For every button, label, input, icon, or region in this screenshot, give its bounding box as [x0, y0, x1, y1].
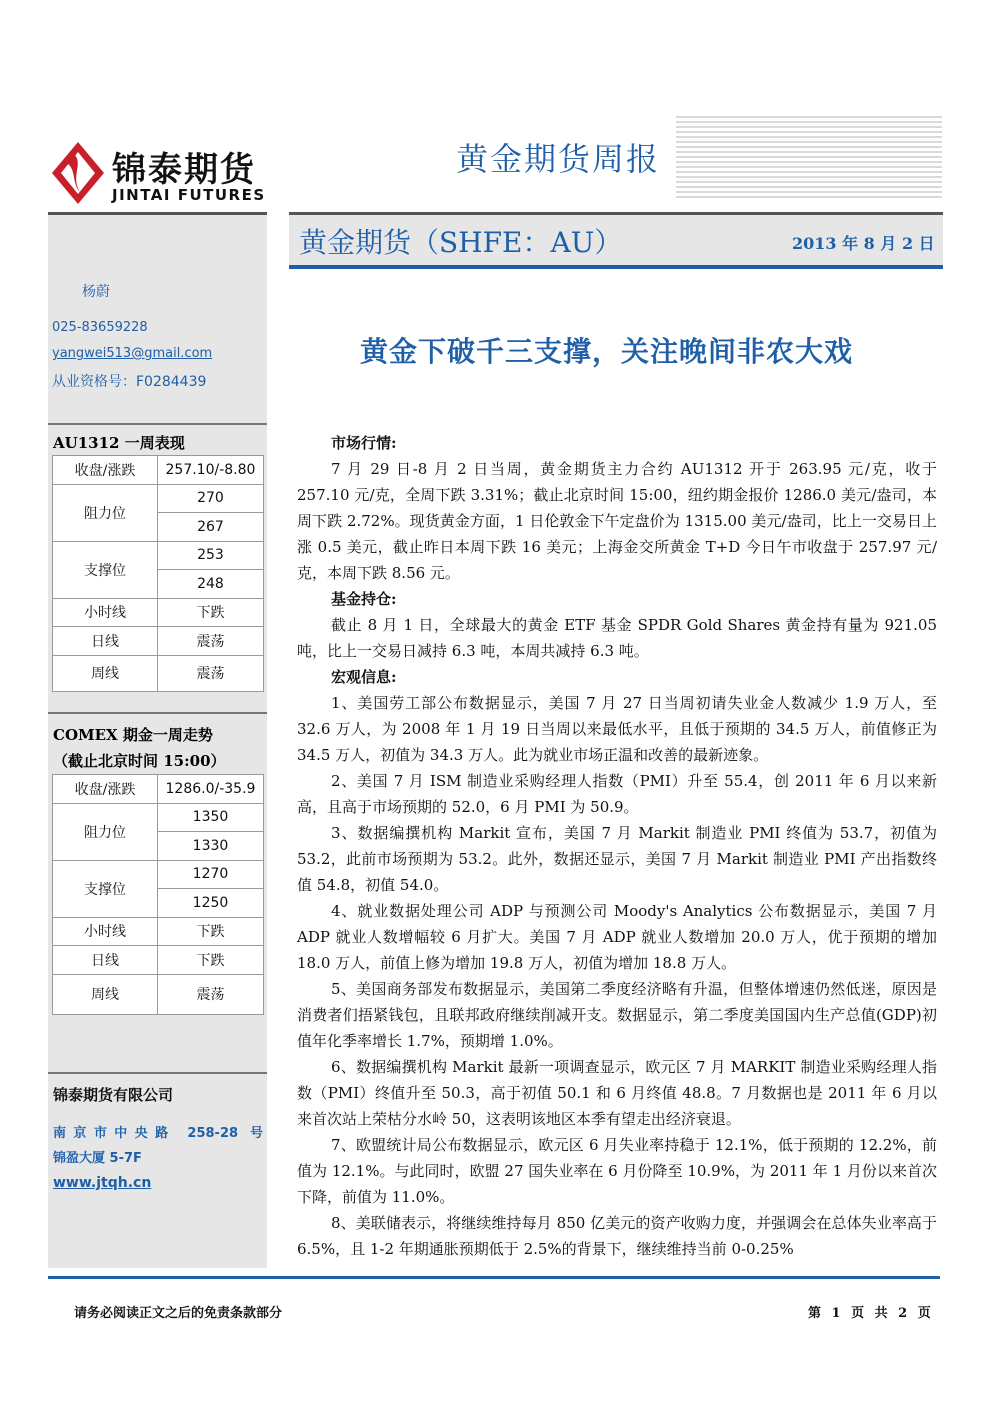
sidebar-divider	[48, 712, 267, 714]
report-subject: 黄金期货（SHFE：AU）	[299, 226, 623, 259]
comex-subheading: （截止北京时间 15:00）	[53, 752, 226, 770]
daily-label: 日线	[53, 946, 158, 975]
hourly-label: 小时线	[53, 917, 158, 946]
resistance-value: 270	[157, 484, 263, 513]
support-value: 253	[157, 541, 263, 570]
weekly-label: 周线	[53, 655, 158, 691]
macro-item: 6、数据编撰机构 Markit 最新一项调查显示，欧元区 7 月 MARKIT 制造业采购经理人指数（PMI）终值升至 50.3，高于初值 50.1 和 6 月终值 48.8。7 月数据也是 2011 年 6 月以来首次站上荣枯分水岭 50，这表明该地区本季有望走出经济衰退。	[297, 1058, 937, 1128]
table-row	[53, 917, 264, 946]
close-label: 收盘/涨跌	[53, 775, 158, 804]
resistance-label: 阻力位	[53, 803, 158, 860]
sidebar-divider	[48, 423, 267, 425]
article-headline: 黄金下破千三支撑，关注晚间非农大戏	[360, 335, 854, 368]
close-value: 1286.0/-35.9	[157, 775, 263, 804]
resistance-value: 1330	[157, 832, 263, 861]
author-name: 杨蔚	[82, 284, 110, 300]
header-stripes	[676, 116, 942, 198]
table-row	[53, 627, 264, 656]
macro-item: 2、美国 7 月 ISM 制造业采购经理人指数（PMI）升至 55.4，创 2011 年 6 月以来新高，且高于市场预期的 52.0，6 月 PMI 为 50.9。	[297, 772, 937, 816]
comex-performance-table	[52, 774, 264, 1015]
report-date: 2013 年 8 月 2 日	[792, 234, 935, 253]
page-number: 第 1 页 共 2 页	[808, 1306, 931, 1321]
subject-bottom-rule	[289, 265, 943, 269]
article-body	[297, 430, 937, 1262]
macro-item: 7、欧盟统计局公布数据显示，欧元区 6 月失业率持稳于 12.1%，低于预期的 12.2%，前值为 12.1%。与此同时，欧盟 27 国失业率在 6 月份降至 10.9%，为 2011 年 1 月份以来首次下降，前值为 11.0%。	[297, 1136, 937, 1206]
market-heading: 市场行情:	[331, 434, 397, 452]
market-paragraph: 7 月 29 日-8 月 2 日当周，黄金期货主力合约 AU1312 开于 263.95 元/克，收于 257.10 元/克，全周下跌 3.31%；截止北京时间 15:00，纽约期金报价 1286.0 美元/盎司，本周下跌 2.72%。现货黄金方面，1 日伦敦金下午定盘价为 1315.00 美元/盎司，比上一交易日上涨 0.5 美元，截止昨日本周下跌 16 美元；上海金交所黄金 T+D 今日午市收盘于 257.97 元/克，本周下跌 8.56 元。	[297, 460, 937, 582]
company-address: 南京市中央路 258-28 号	[53, 1126, 263, 1141]
fund-paragraph: 截止 8 月 1 日，全球最大的黄金 ETF 基金 SPDR Gold Shares 黄金持有量为 921.05 吨，比上一交易日减持 6.3 吨，本周共减持 6.3 吨。	[297, 616, 937, 660]
close-label: 收盘/涨跌	[53, 456, 158, 485]
weekly-value: 震荡	[157, 974, 263, 1014]
table-row	[53, 541, 264, 570]
support-value: 248	[157, 570, 263, 599]
logo-english-name: JINTAI FUTURES	[112, 186, 266, 204]
footer-disclaimer: 请务必阅读正文之后的免责条款部分	[74, 1306, 283, 1321]
macro-item: 1、美国劳工部公布数据显示，美国 7 月 27 日当周初请失业金人数减少 1.9 万人，至 32.6 万人，为 2008 年 1 月 19 日当周以来最低水平，且低于预期的 34.5 万人，前值修正为 34.5 万人，初值为 34.3 万人。此为就业市场正温和改善的最新迹象。	[297, 694, 937, 764]
author-license: 从业资格号：F0284439	[52, 374, 207, 390]
daily-value: 震荡	[157, 627, 263, 656]
support-value: 1270	[157, 860, 263, 889]
hourly-value: 下跌	[157, 917, 263, 946]
au-performance-heading: AU1312 一周表现	[53, 434, 185, 452]
table-row	[53, 974, 264, 1014]
table-row	[53, 456, 264, 485]
fund-heading: 基金持仓:	[331, 590, 397, 608]
weekly-label: 周线	[53, 974, 158, 1014]
resistance-label: 阻力位	[53, 484, 158, 541]
support-label: 支撑位	[53, 860, 158, 917]
company-website-link[interactable]: www.jtqh.cn	[53, 1175, 152, 1191]
resistance-value: 1350	[157, 803, 263, 832]
footer-rule	[48, 1276, 940, 1279]
logo-chinese-name: 锦泰期货	[112, 150, 256, 190]
jintai-logo-icon	[50, 140, 106, 206]
weekly-value: 震荡	[157, 655, 263, 691]
macro-item: 4、就业数据处理公司 ADP 与预测公司 Moody's Analytics 公布数据显示，美国 7 月 ADP 就业人数增幅较 6 月扩大。美国 7 月 ADP 就业人数增加 20.0 万人，优于预期的增加 18.0 万人，前值上修为增加 19.8 万人，初值为增加 18.8 万人。	[297, 902, 937, 972]
macro-item: 5、美国商务部发布数据显示，美国第二季度经济略有升温，但整体增速仍然低迷，原因是消费者们捂紧钱包，且联邦政府继续削减开支。数据显示，第二季度美国国内生产总值(GDP)初值年化季率增长 1.7%，预期增 1.0%。	[297, 980, 937, 1050]
table-row	[53, 598, 264, 627]
author-email-link[interactable]: yangwei513@gmail.com	[52, 346, 213, 361]
comex-heading: COMEX 期金一周走势	[53, 726, 213, 744]
sidebar-top-rule	[48, 212, 267, 215]
macro-item: 3、数据编撰机构 Markit 宣布，美国 7 月 Markit 制造业 PMI 终值为 53.7，初值为 53.2，此前市场预期为 53.2。此外，数据还显示，美国 7 月 Markit 制造业 PMI 产出指数终值 54.8，初值 54.0。	[297, 824, 937, 894]
daily-value: 下跌	[157, 946, 263, 975]
company-address-building: 锦盈大厦 5-7F	[53, 1151, 142, 1166]
table-row	[53, 803, 264, 832]
au-performance-table	[52, 455, 264, 692]
table-row	[53, 775, 264, 804]
table-row	[53, 655, 264, 691]
macro-heading: 宏观信息:	[331, 668, 397, 686]
resistance-value: 267	[157, 513, 263, 542]
table-row	[53, 860, 264, 889]
support-value: 1250	[157, 889, 263, 918]
hourly-value: 下跌	[157, 598, 263, 627]
hourly-label: 小时线	[53, 598, 158, 627]
company-logo	[50, 140, 280, 210]
macro-item: 8、美联储表示，将继续维持每月 850 亿美元的资产收购力度，并强调会在总体失业率高于 6.5%，且 1-2 年期通胀预期低于 2.5%的背景下，继续维持当前 0-0.25%	[297, 1214, 937, 1258]
author-phone: 025-83659228	[52, 320, 148, 335]
daily-label: 日线	[53, 627, 158, 656]
sidebar-divider	[48, 1072, 267, 1074]
table-row	[53, 946, 264, 975]
support-label: 支撑位	[53, 541, 158, 598]
close-value: 257.10/-8.80	[157, 456, 263, 485]
table-row	[53, 484, 264, 513]
company-name: 锦泰期货有限公司	[53, 1086, 174, 1104]
report-title: 黄金期货周报	[456, 140, 661, 178]
